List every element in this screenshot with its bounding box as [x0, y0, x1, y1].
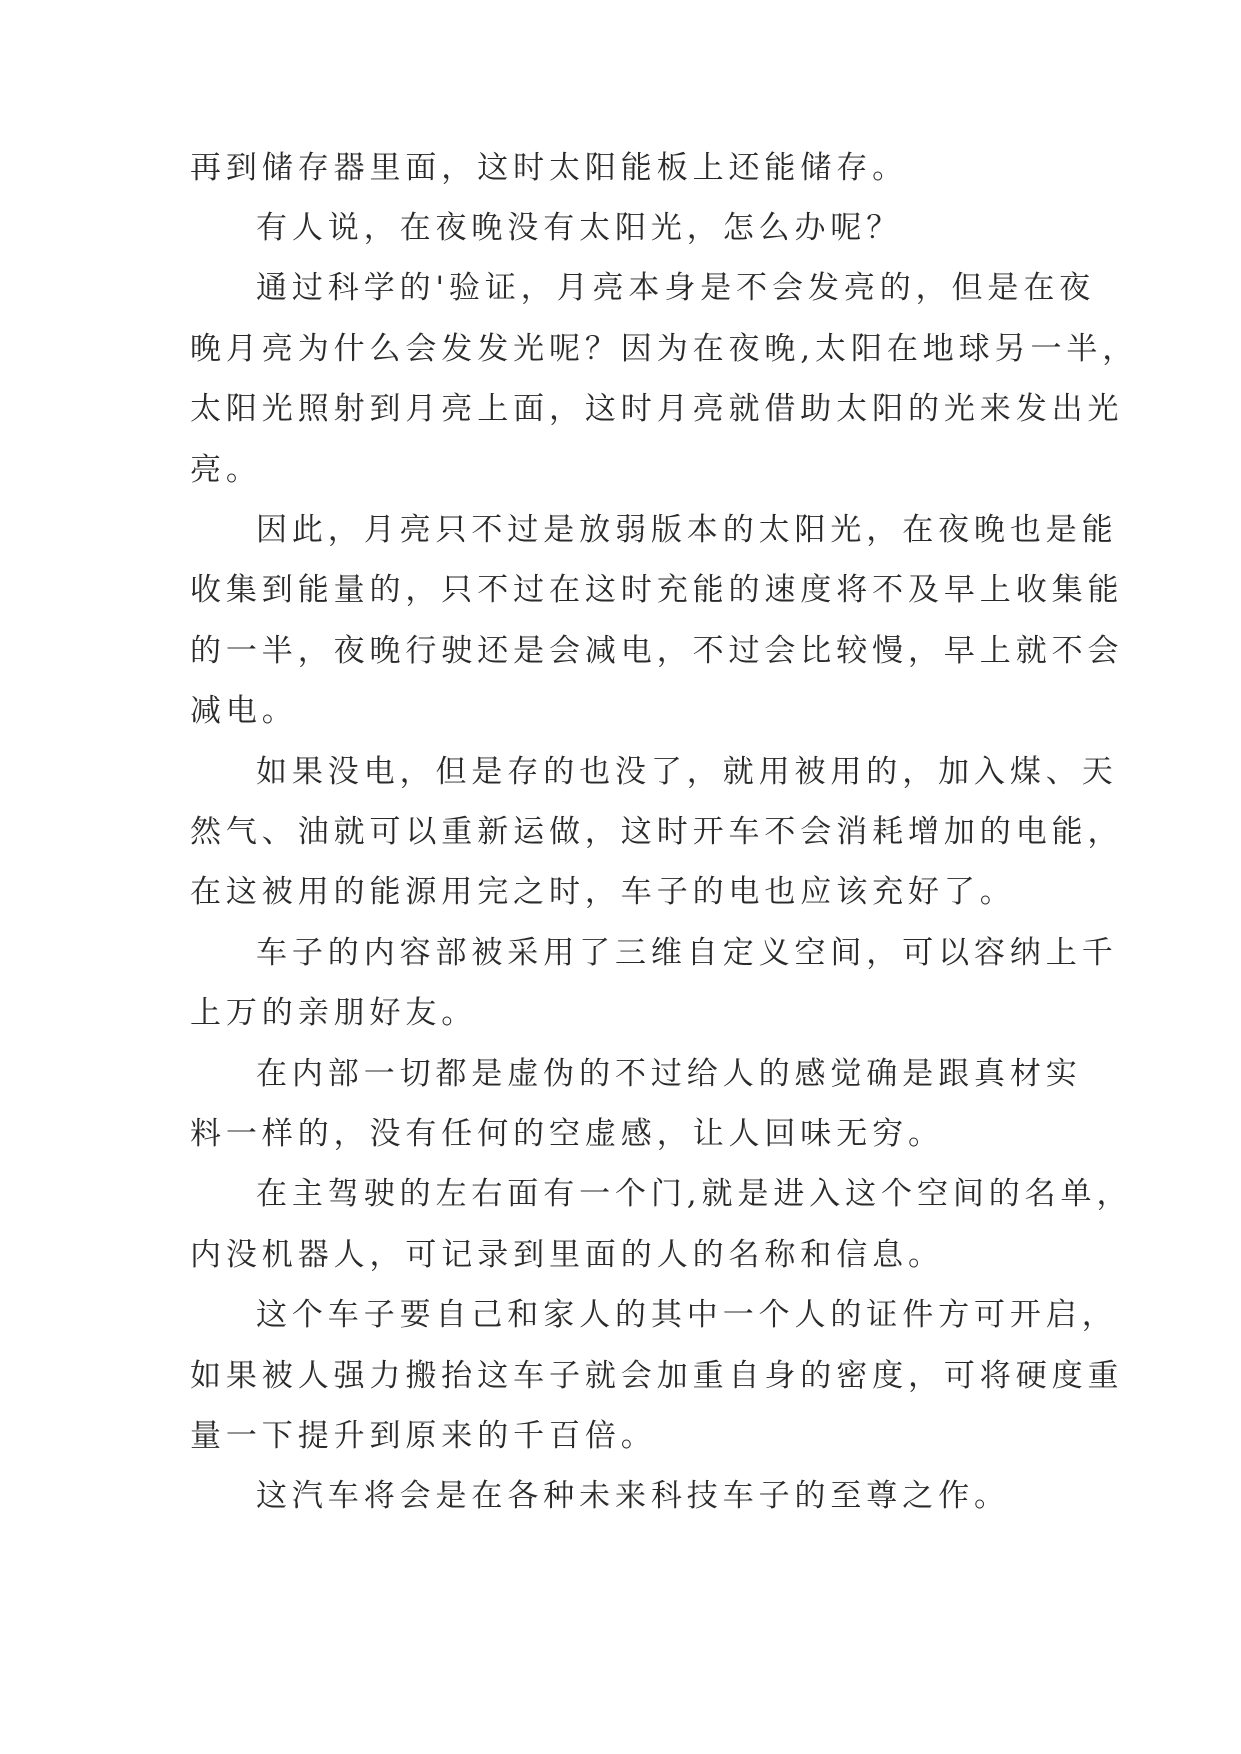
text-line: 然气、油就可以重新运做，这时开车不会消耗增加的电能， [190, 814, 1124, 850]
text-line: 上万的亲朋好友。 [190, 995, 478, 1031]
text-line: 收集到能量的，只不过在这时充能的速度将不及早上收集能 [190, 572, 1124, 608]
paragraph-start-line: 车子的内容部被采用了三维自定义空间，可以容纳上千 [256, 935, 1118, 971]
paragraph-start-line: 因此，月亮只不过是放弱版本的太阳光，在夜晚也是能 [256, 512, 1118, 548]
text-line: 在这被用的能源用完之时，车子的电也应该充好了。 [190, 874, 1016, 910]
text-line: 减电。 [190, 693, 298, 729]
paragraph-start-line: 这汽车将会是在各种未来科技车子的至尊之作。 [256, 1478, 1010, 1514]
text-line: 的一半，夜晚行驶还是会减电，不过会比较慢，早上就不会 [190, 633, 1124, 669]
paragraph-start-line: 在内部一切都是虚伪的不过给人的感觉确是跟真材实 [256, 1056, 1082, 1092]
paragraph-start-line: 通过科学的'验证，月亮本身是不会发亮的，但是在夜 [256, 270, 1096, 306]
paragraph-start-line: 这个车子要自己和家人的其中一个人的证件方可开启， [256, 1297, 1118, 1333]
text-line: 晚月亮为什么会发发光呢？因为在夜晚,太阳在地球另一半， [190, 331, 1139, 367]
text-line: 料一样的，没有任何的空虚感，让人回味无穷。 [190, 1116, 944, 1152]
text-line: 太阳光照射到月亮上面，这时月亮就借助太阳的光来发出光 [190, 391, 1124, 427]
paragraph-start-line: 在主驾驶的左右面有一个门,就是进入这个空间的名单， [256, 1176, 1133, 1212]
text-line: 量一下提升到原来的千百倍。 [190, 1418, 657, 1454]
text-line: 内没机器人，可记录到里面的人的名称和信息。 [190, 1237, 944, 1273]
paragraph-start-line: 有人说，在夜晚没有太阳光，怎么办呢？ [256, 210, 903, 246]
text-line: 如果被人强力搬抬这车子就会加重自身的密度，可将硬度重 [190, 1358, 1124, 1394]
text-line: 亮。 [190, 452, 262, 488]
text-line: 再到储存器里面，这时太阳能板上还能储存。 [190, 150, 908, 186]
paragraph-start-line: 如果没电，但是存的也没了，就用被用的，加入煤、天 [256, 754, 1118, 790]
